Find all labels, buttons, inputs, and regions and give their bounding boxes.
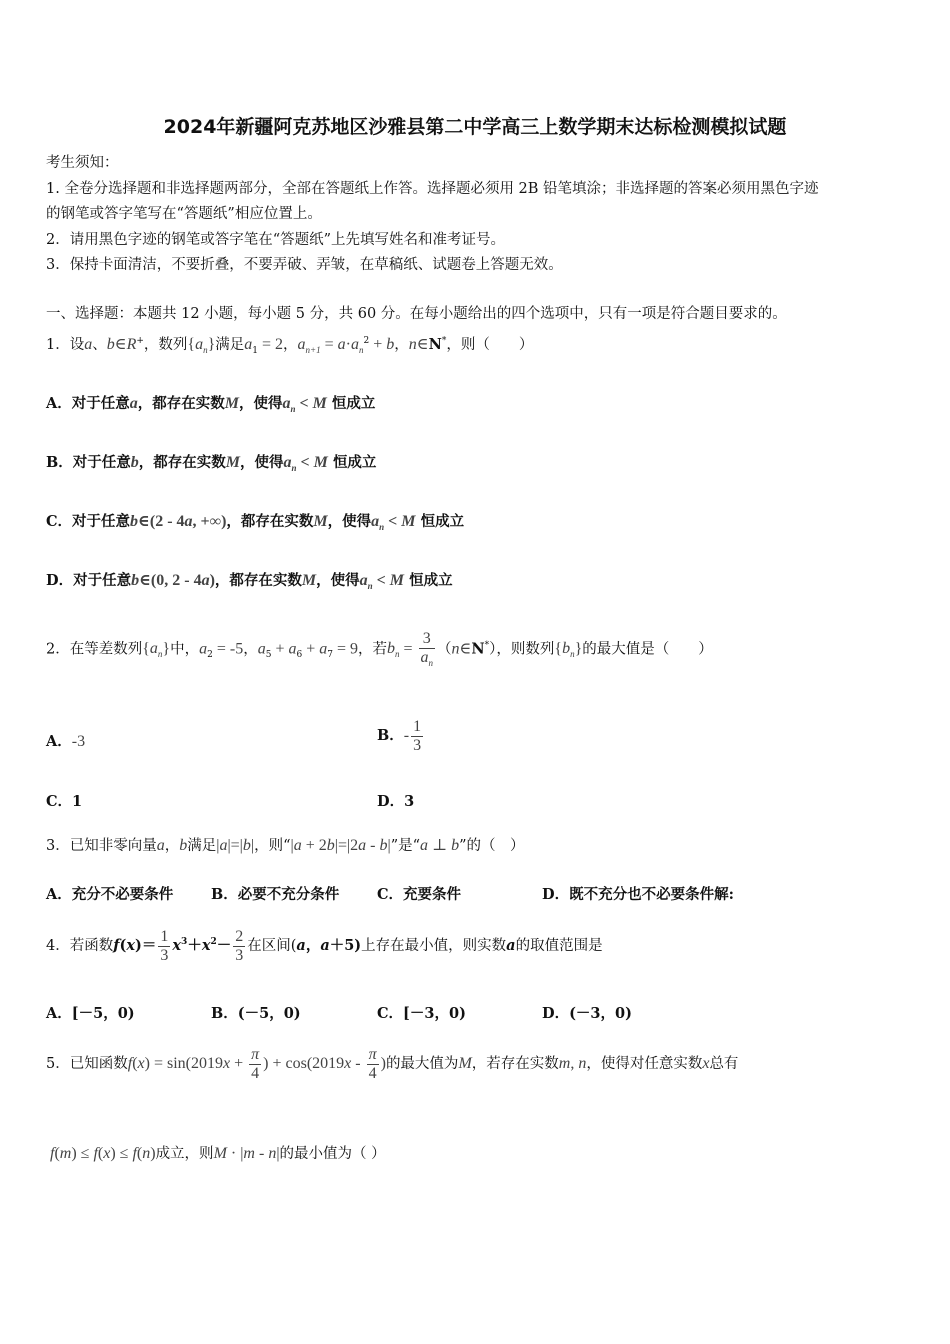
q2-option-b[interactable]: B．- $\frac{1}{3}$ bbox=[377, 718, 422, 754]
question-5: 5．已知函数f(x) = sin(2019x + $\frac{\pi}{4}$ ) + cos(2019x - $\frac{\pi}{4}$ )的最大值为M，若存在实数m, n，使得对任意实数x总有 bbox=[46, 1046, 739, 1082]
q2-option-d[interactable]: D．3 bbox=[377, 793, 415, 810]
q2-option-c[interactable]: C．1 bbox=[46, 793, 83, 810]
q1-option-a[interactable]: A．对于任意a，都存在实数M，使得$a_n < M$ 恒成立 bbox=[46, 395, 376, 415]
q1-option-b[interactable]: B．对于任意b，都存在实数M，使得$a_n < M$ 恒成立 bbox=[46, 454, 377, 474]
q1-option-d[interactable]: D．对于任意b∈(0, 2 - 4a)，都存在实数M，使得$a_n < M$ 恒成立 bbox=[46, 572, 453, 592]
q3-option-c[interactable]: C．充要条件 bbox=[377, 886, 462, 903]
question-3: 3．已知非零向量a，b满足|a|=|b|，则“|a + 2b|=|2a - b|”是“a ⊥ b”的（ ） bbox=[46, 837, 525, 854]
question-2: 2．在等差数列$\{a_n\}$中，$a_2 = -5$，$a_5 + a_6 + a_7 = 9$，若$b_n$ = $\frac{3}{a_n}$ （n∈N*），则数列$\{b_n\}$的最大值是（ ） bbox=[46, 630, 713, 668]
q1-option-c[interactable]: C．对于任意b∈(2 - 4a, +∞)，都存在实数M，使得$a_n < M$ 恒成立 bbox=[46, 513, 465, 533]
q3-option-b[interactable]: B．必要不充分条件 bbox=[211, 886, 340, 903]
notice-item-1-cont: 的钢笔或答字笔写在“答题纸”相应位置上。 bbox=[46, 206, 322, 222]
notice-heading: 考生须知： bbox=[46, 155, 119, 171]
notice-item-3: 3．保持卡面清洁，不要折叠，不要弄破、弄皱，在草稿纸、试题卷上答题无效。 bbox=[46, 257, 563, 273]
q3-option-a[interactable]: A．充分不必要条件 bbox=[46, 886, 174, 903]
q4-option-b[interactable]: B．(－5，0) bbox=[211, 1005, 301, 1022]
page-title: 2024年新疆阿克苏地区沙雅县第二中学高三上数学期末达标检测模拟试题 bbox=[163, 116, 787, 138]
question-1: 1．设a、b∈R+，数列$\{a_n\}$满足$a_1 = 2$，$a_{n+1} = a\cdot a_n^2 + b$，n∈N*，则（ ） bbox=[46, 336, 534, 356]
notice-item-2: 2．请用黑色字迹的钢笔或答字笔在“答题纸”上先填写姓名和准考证号。 bbox=[46, 232, 506, 248]
notice-item-1: 1. 全卷分选择题和非选择题两部分，全部在答题纸上作答。选择题必须用 2B 铅笔填涂；非选择题的答案必须用黑色字迹 bbox=[46, 181, 819, 197]
q4-option-a[interactable]: A．[－5，0) bbox=[46, 1005, 135, 1022]
question-5-cont: f(m) ≤ f(x) ≤ f(n)成立，则M · |m - n|的最小值为（ ） bbox=[50, 1145, 386, 1162]
q4-option-d[interactable]: D．(－3，0) bbox=[542, 1005, 632, 1022]
q3-option-d[interactable]: D．既不充分也不必要条件解: bbox=[542, 886, 734, 903]
q2-option-a[interactable]: A．-3 bbox=[46, 733, 86, 750]
section-heading: 一、选择题：本题共 12 小题，每小题 5 分，共 60 分。在每小题给出的四个选项中，只有一项是符合题目要求的。 bbox=[46, 306, 787, 322]
question-4: 4．若函数f(x)＝ $\frac{1}{3}$ $x^3+x^2-$ $\frac{2}{3}$ 在区间(a，a＋5)上存在最小值，则实数a的取值范围是 bbox=[46, 928, 603, 964]
q4-option-c[interactable]: C．[－3，0) bbox=[377, 1005, 466, 1022]
